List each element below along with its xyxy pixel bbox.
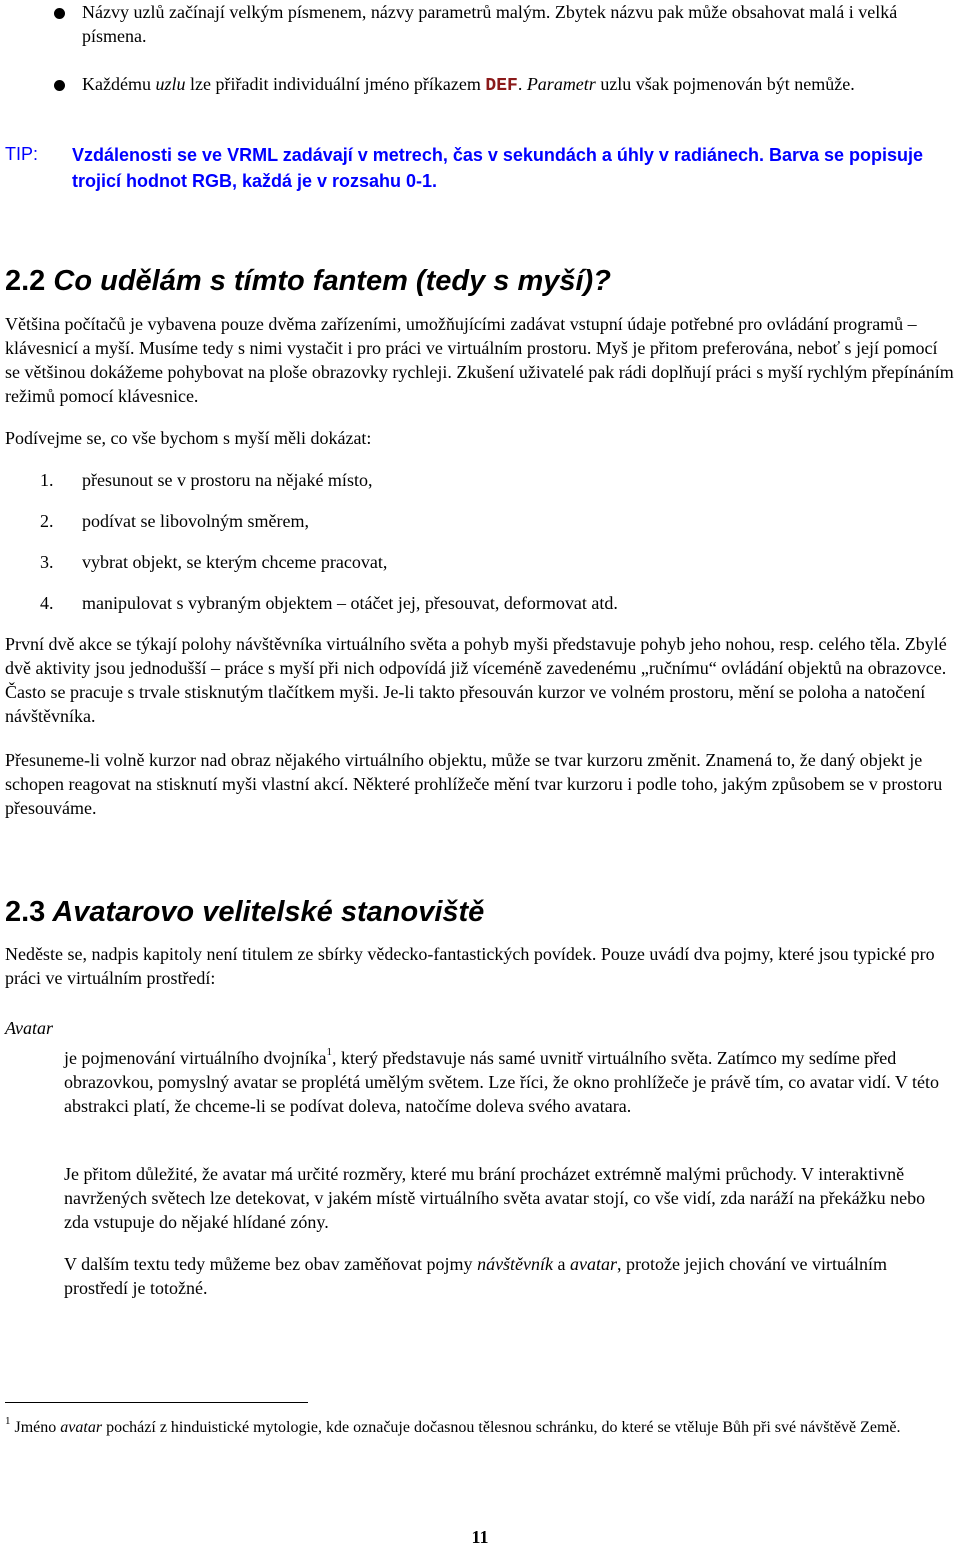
footnote-separator: [5, 1402, 308, 1403]
bullet-1-text: Názvy uzlů začínají velkým písmenem, názvy parametrů malým. Zbytek názvu pak může obsahovat malá i velká písmena.: [82, 2, 898, 46]
avatar-definition-2: Je přitom důležité, že avatar má určité rozměry, které mu brání procházet extrémně malými průchody. V interaktivně navržených světech lze detekovat, v jakém místě virtuálního světa avatar stojí, co vše vidí, zda naráží na překážku nebo zda vstupuje do nějaké hlídané zóny.: [64, 1164, 926, 1232]
bullet-dot-1: [54, 8, 65, 19]
list-number-2: 2.: [40, 511, 54, 531]
list-item-1: přesunout se v prostoru na nějaké místo,: [82, 470, 373, 490]
list-item-2: podívat se libovolným směrem,: [82, 511, 309, 531]
section-2-2-number: 2.2: [5, 265, 46, 297]
section-2-2-paragraph-3: První dvě akce se týkají polohy návštěvníka virtuálního světa a pohyb myši představuje pohyb jeho nohou, resp. celého těla. Zbylé dvě aktivity jsou jednodušší – práce s myší při nich odpovídá již víceméně zavedenému „ručnímu“ ovládání objektů na obrazovce. Často se pracuje s trvale stisknutým tlačítkem myši. Je-li takto přesouván kurzor ve volném prostoru, mění se poloha a natočení návštěvníka.: [5, 634, 947, 726]
section-2-2-heading: [5, 264, 611, 298]
tip-label: TIP:: [5, 144, 39, 164]
list-number-4: 4.: [40, 593, 54, 613]
def-keyword: DEF: [485, 76, 518, 96]
avatar-definition-1: je pojmenování virtuálního dvojníka$^1$, který představuje nás samé uvnitř virtuálního světa. Zatímco my sedíme před obrazovkou, pomyslný avatar se proplétá umělým světem. Lze říci, že okno prohlížeče je právě tím, co avatar vidí. V této abstrakci platí, že chceme-li se podívat doleva, natočíme doleva svého avatara.: [64, 1046, 940, 1116]
footnote: $^1$ Jméno avatar pochází z hinduistické mytologie, kde označuje dočasnou tělesnou schránku, do které se vtěluje Bůh při své návštěvě Země.: [5, 1414, 901, 1436]
list-number-1: 1.: [40, 470, 54, 490]
section-2-3-number: 2.3: [5, 896, 46, 928]
footnote-mark: 1: [5, 1414, 11, 1427]
bullet-2-text: Každému uzlu lze přiřadit individuální jméno příkazem DEF. Parametr uzlu však pojmenován být nemůže.: [82, 74, 855, 96]
section-2-3-paragraph-1: Neděste se, nadpis kapitoly není titulem ze sbírky vědecko-fantastických povídek. Pouze uvádí dva pojmy, které jsou typické pro práci ve virtuálním prostředí:: [5, 944, 935, 988]
page-number: 11: [471, 1527, 489, 1547]
section-2-3-heading: [5, 895, 484, 929]
list-number-3: 3.: [40, 552, 54, 572]
section-2-3-title: Avatarovo velitelské stanoviště: [52, 896, 485, 928]
bullet-dot-2: [54, 80, 65, 91]
section-2-2-paragraph-2: Podívejme se, co vše bychom s myší měli dokázat:: [5, 428, 372, 448]
footnote-ref[interactable]: 1: [326, 1046, 332, 1058]
section-2-2-paragraph-4: Přesuneme-li volně kurzor nad obraz nějakého virtuálního objektu, může se tvar kurzoru změnit. Znamená to, že daný objekt je schopen reagovat na stisknutí myši vlastní akcí. Některé prohlížeče mění tvar kurzoru i podle toho, jakým způsobem se v prostoru přesouváme.: [5, 750, 943, 818]
section-2-2-title: Co udělám s tímto fantem (tedy s myší)?: [53, 265, 611, 297]
list-item-3: vybrat objekt, se kterým chceme pracovat,: [82, 552, 388, 572]
avatar-definition-3: V dalším textu tedy můžeme bez obav zaměňovat pojmy návštěvník a avatar, protože jejich chování ve virtuálním prostředí je totožné.: [64, 1254, 887, 1298]
list-item-4: manipulovat s vybraným objektem – otáčet jej, přesouvat, deformovat atd.: [82, 593, 618, 613]
section-2-2-paragraph-1: Většina počítačů je vybavena pouze dvěma zařízeními, umožňujícími zadávat vstupní údaje potřebné pro ovládání programů – klávesnicí a myší. Musíme tedy s nimi vystačit i pro práci ve virtuálním prostoru. Myš je přitom preferována, neboť s její pomocí se většinou dokážeme pohybovat na ploše obrazovky rychleji. Zkušení uživatelé pak rádi doplňují práci s myší rychlým přepínáním režimů pomocí klávesnice.: [5, 314, 954, 406]
definition-term-avatar: Avatar: [5, 1018, 53, 1038]
tip-text: Vzdálenosti se ve VRML zadávají v metrech, čas v sekundách a úhly v radiánech. Barva se popisuje trojicí hodnot RGB, každá je v rozsahu 0-1.: [72, 145, 924, 191]
